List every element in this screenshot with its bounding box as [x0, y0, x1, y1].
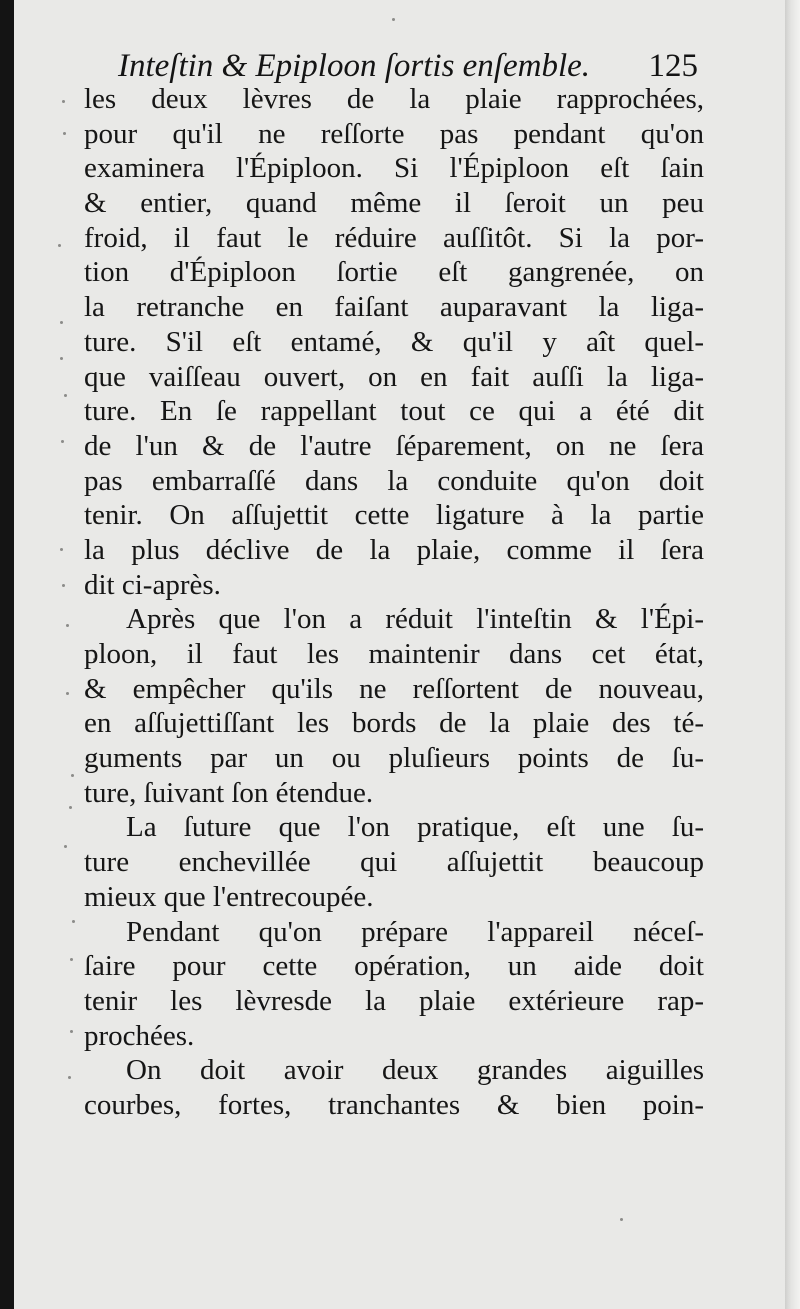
text-line: pour qu'il ne reſſorte pas pendant qu'on	[84, 117, 704, 150]
text-line: de l'un & de l'autre ſéparement, on ne ſera	[84, 429, 704, 462]
running-title: Inteſtin & Epiploon ſortis enſemble.	[118, 48, 591, 84]
text-line: prochées.	[84, 1019, 195, 1052]
text-line: ſaire pour cette opération, un aide doit	[84, 950, 704, 983]
paragraph-start-line: Après que l'on a réduit l'inteſtin & l'Épi-	[126, 603, 704, 636]
text-line: la retranche en faiſant auparavant la liga-	[84, 291, 704, 324]
text-line: & entier, quand même il ſeroit un peu	[84, 187, 704, 220]
text-line: courbes, fortes, tranchantes & bien poin-	[84, 1088, 704, 1121]
text-line: ture. En ſe rappellant tout ce qui a été dit	[84, 395, 704, 428]
paragraph-start-line: Pendant qu'on prépare l'appareil néceſ-	[126, 915, 704, 948]
paragraph-start-line: On doit avoir deux grandes aiguilles	[126, 1054, 704, 1087]
text-line: mieux que l'entrecoupée.	[84, 880, 374, 913]
text-line: ture enchevillée qui aſſujettit beaucoup	[84, 846, 704, 879]
text-line: pas embarraſſé dans la conduite qu'on doit	[84, 464, 704, 497]
text-line: que vaiſſeau ouvert, on en fait auſſi la liga-	[84, 360, 704, 393]
paragraph-start-line: La ſuture que l'on pratique, eſt une ſu-	[126, 811, 704, 844]
text-line: tion d'Épiploon ſortie eſt gangrenée, on	[84, 256, 704, 289]
text-line: ploon, il faut les maintenir dans cet état,	[84, 638, 704, 670]
text-line: ture, ſuivant ſon étendue.	[84, 776, 374, 809]
page-edge	[785, 0, 800, 1309]
page-number: 125	[648, 48, 698, 84]
text-line: dit ci-après.	[84, 568, 221, 601]
text-line: les deux lèvres de la plaie rapprochées,	[84, 83, 704, 115]
body-text	[84, 82, 704, 1123]
text-line: tenir les lèvresde la plaie extérieure rap-	[84, 984, 704, 1017]
book-gutter-shadow	[0, 0, 14, 1309]
text-line: en aſſujettiſſant les bords de la plaie des té-	[84, 707, 704, 740]
text-line: froid, il faut le réduire auſſitôt. Si la por-	[84, 221, 704, 254]
text-line: la plus déclive de la plaie, comme il ſera	[84, 533, 704, 566]
text-line: ture. S'il eſt entamé, & qu'il y aît quel-	[84, 325, 704, 358]
text-line: & empêcher qu'ils ne reſſortent de nouveau,	[84, 672, 704, 705]
text-line: examinera l'Épiploon. Si l'Épiploon eſt ſain	[84, 152, 704, 185]
text-line: guments par un ou pluſieurs points de ſu-	[84, 742, 704, 775]
text-line: tenir. On aſſujettit cette ligature à la partie	[84, 499, 704, 532]
